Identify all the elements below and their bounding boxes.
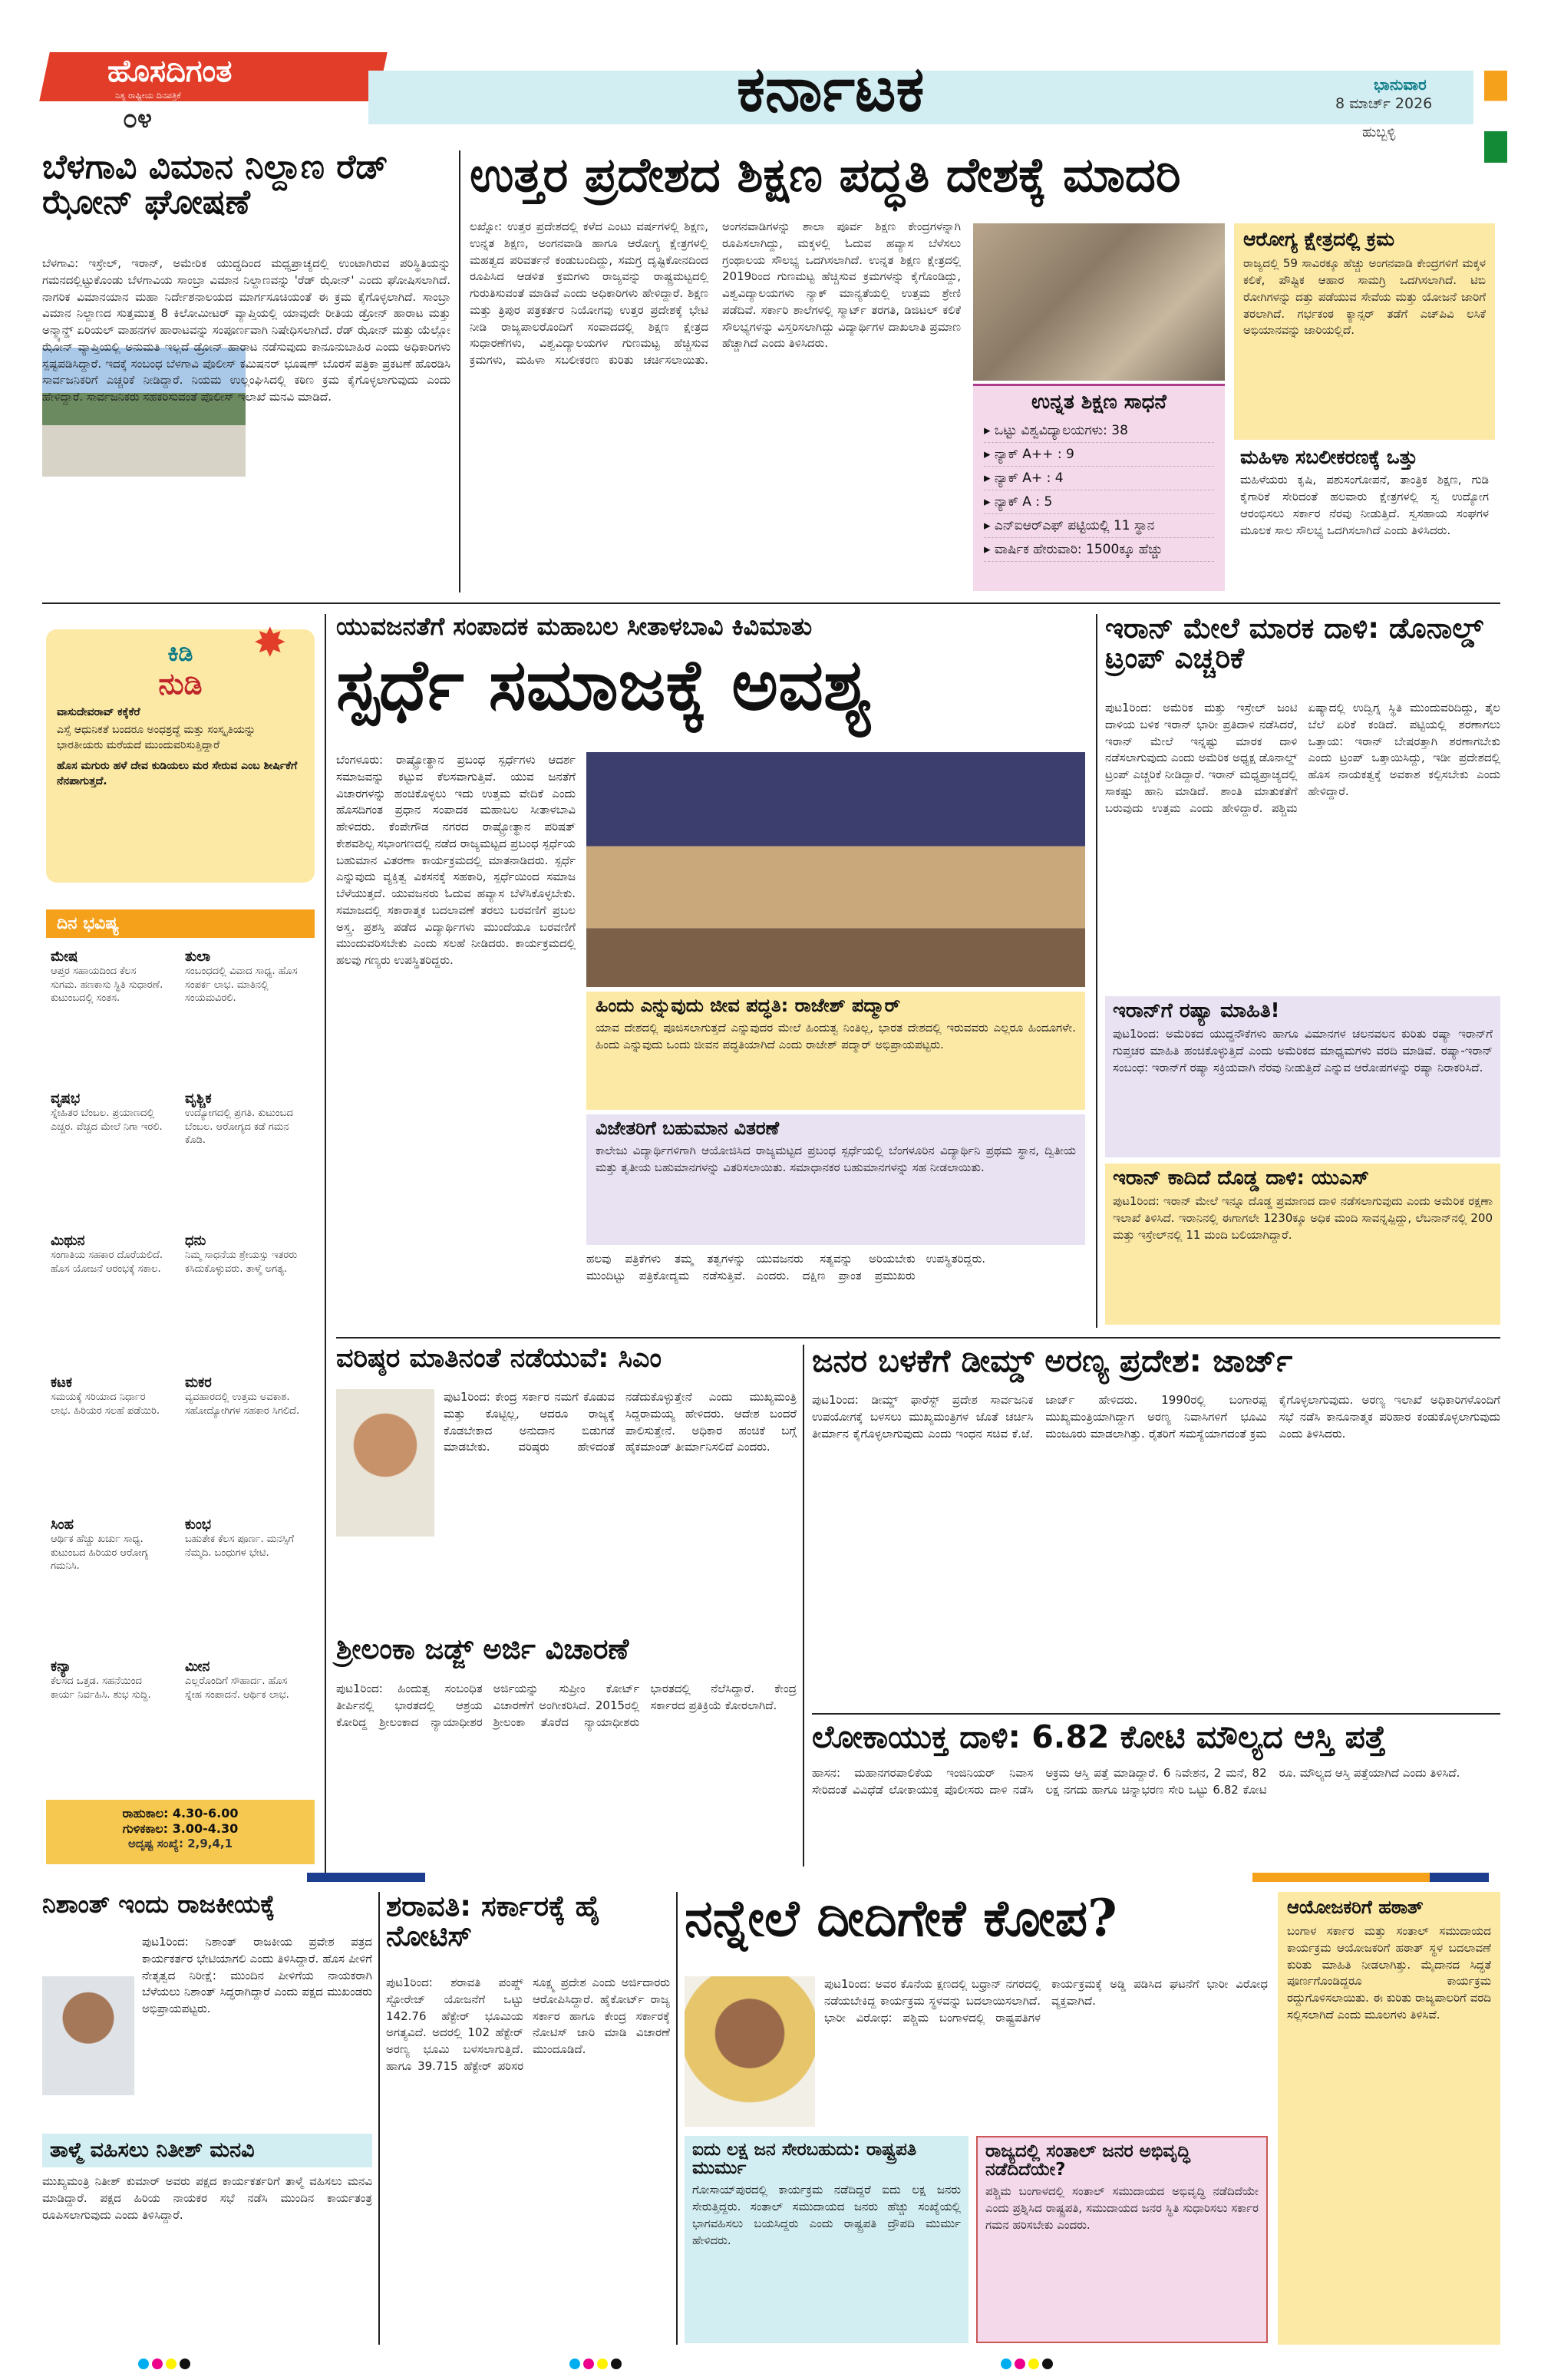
column-divider <box>803 1345 804 1867</box>
trump-headline: ಇರಾನ್ ಮೇಲೆ ಮಾರಕ ದಾಳಿ: ಡೊನಾಲ್ಡ್ ಟ್ರಂಪ್ ಎಚ್ಚರಿಕೆ <box>1105 612 1483 675</box>
issue-day: ಭಾನುವಾರ <box>1374 75 1427 94</box>
rashi-text: ಆರ್ಥಿಕ ಹೆಚ್ಚು ಖರ್ಚು ಸಾಧ್ಯ. ಕುಟುಂಬದ ಹಿರಿಯರ ಆರೋಗ್ಯ ಗಮನಿಸಿ. <box>51 1533 149 1573</box>
hindu-body: ಯಾವ ದೇಶದಲ್ಲಿ ಪೂಜಿಸಲಾಗುತ್ತದೆ ಎನ್ನುವುದರ ಮೇಲೆ ಹಿಂದುತ್ವ ನಿಂತಿಲ್ಲ, ಭಾರತ ದೇಶದಲ್ಲಿ ಇರುವವರು ಎಲ್ಲರೂ ಹಿಂದೂಗಳೇ. ಹಿಂದು ಎನ್ನುವುದು ಒಂದು ಜೀವನ ಪದ್ಧತಿಯಾಗಿದೆ ಎಂದು ರಾಜೇಶ್ ಪದ್ಮಾರ್ ಅಭಿಪ್ರಾಯಪಟ್ಟರು. <box>596 1021 1076 1051</box>
higher-ed-item: ▸ ನ್ಯಾಕ್ A++ : 9 <box>984 443 1214 467</box>
srilanka-body: ಪುಟ1ರಿಂದ: ಹಿಂದುತ್ವ ಸಂಬಂಧಿತ ತೀರ್ಪಿನಲ್ಲಿ ಭಾರತದಲ್ಲಿ ಆಶ್ರಯ ಕೋರಿದ್ದ ಶ್ರೀಲಂಕಾದ ನ್ಯಾಯಾಧೀಶರ ಅರ್ಜಿಯನ್ನು ಸುಪ್ರೀಂ ಕೋರ್ಟ್ ವಿಚಾರಣೆಗೆ ಅಂಗೀಕರಿಸಿದೆ. 2015ರಲ್ಲಿ ಶ್ರೀಲಂಕಾ ತೊರೆದ ನ್ಯಾಯಾಧೀಶರು ಭಾರತದಲ್ಲಿ ನೆಲೆಸಿದ್ದಾರೆ. ಕೇಂದ್ರ ಸರ್ಕಾರದ ಪ್ರತಿಕ್ರಿಯೆ ಕೋರಲಾಗಿದೆ. <box>336 1682 797 1729</box>
rashi-entry <box>51 1517 166 1573</box>
rashi-name: ಕಟಕ <box>51 1375 72 1391</box>
murmu-sub2-body: ಪಶ್ಚಿಮ ಬಂಗಾಳದಲ್ಲಿ ಸಂತಾಲ್ ಸಮುದಾಯದ ಅಭಿವೃದ್ಧಿ ನಡೆದಿದೆಯೇ ಎಂದು ಪ್ರಶ್ನಿಸಿದ ರಾಷ್ಟ್ರಪತಿ, ಸಮುದಾಯದ ಜನರ ಸ್ಥಿತಿ ಸುಧಾರಿಸಲು ಸರ್ಕಾರ ಗಮನ ಹರಿಸಬೇಕು ಎಂದರು. <box>985 2184 1259 2232</box>
logo-text: ಹೊಸದಿಗಂತ <box>107 54 233 89</box>
women-headline: ಮಹಿಳಾ ಸಬಲೀಕರಣಕ್ಕೆ ಒತ್ತು <box>1240 446 1418 468</box>
section-title: ಕರ್ನಾಟಕ <box>737 52 925 126</box>
horizontal-rule <box>812 1713 1500 1715</box>
higher-ed-item: ▸ ಎನ್‌ಐಆರ್‌ಎಫ್ ಪಟ್ಟಿಯಲ್ಲಿ 11 ಸ್ಥಾನ <box>984 514 1214 538</box>
nishant-headline: ನಿಶಾಂತ್ ಇಂದು ರಾಜಕೀಯಕ್ಕೆ <box>42 1890 276 1919</box>
award-photo <box>586 752 1085 987</box>
murmu-sub2-box <box>976 2136 1268 2343</box>
mahabala-body: ಬೆಂಗಳೂರು: ರಾಷ್ಟ್ರೋತ್ಥಾನ ಪ್ರಬಂಧ ಸ್ಪರ್ಧೆಗಳು ಆದರ್ಶ ಸಮಾಜವನ್ನು ಕಟ್ಟುವ ಕೆಲಸವಾಗುತ್ತಿವೆ. ಯುವ ಜನತೆಗೆ ವಿಚಾರಗಳನ್ನು ಹಂಚಿಕೊಳ್ಳಲು ಇದು ಉತ್ತಮ ವೇದಿಕೆ ಎಂದು ಹೊಸದಿಗಂತ ಪ್ರಧಾನ ಸಂಪಾದಕ ಮಹಾಬಲ ಸೀತಾಳಬಾವಿ ಹೇಳಿದರು. ಕೆಂಪೇಗೌಡ ನಗರದ ರಾಷ್ಟ್ರೋತ್ಥಾನ ಪರಿಷತ್ ಕೇಶವಶಿಲ್ಪ ಸಭಾಂಗಣದಲ್ಲಿ ನಡೆದ ರಾಜ್ಯಮಟ್ಟದ ಪ್ರಬಂಧ ಸ್ಪರ್ಧೆಯ ಬಹುಮಾನ ವಿತರಣಾ ಕಾರ್ಯಕ್ರಮದಲ್ಲಿ ಮಾತನಾಡಿದರು. ಸ್ಪರ್ಧೆ ಎನ್ನುವುದು ವ್ಯಕ್ತಿತ್ವ ವಿಕಸನಕ್ಕೆ ಸಹಕಾರಿ, ಸ್ಪರ್ಧೆಯಿಂದ ಸಮಾಜ ಬೆಳೆಯುತ್ತದೆ. ಯುವಜನರು ಓದುವ ಹವ್ಯಾಸ ಬೆಳೆಸಿಕೊಳ್ಳಬೇಕು. ಸಮಾಜದಲ್ಲಿ ಸಕಾರಾತ್ಮಕ ಬದಲಾವಣೆ ತರಲು ಬರವಣಿಗೆ ಪ್ರಬಲ ಅಸ್ತ್ರ. ಪ್ರಶಸ್ತಿ ಪಡೆದ ವಿದ್ಯಾರ್ಥಿಗಳು ಮುಂದೆಯೂ ಬರವಣಿಗೆ ಮುಂದುವರಿಸಬೇಕು ಎಂದು ಸಲಹೆ ನೀಡಿದರು. ಕಾರ್ಯಕ್ರಮದಲ್ಲಿ ಹಲವು ಗಣ್ಯರು ಉಪಸ್ಥಿತರಿದ್ದರು. <box>336 753 576 967</box>
rashi-entry <box>185 1517 300 1560</box>
masthead <box>0 0 1541 146</box>
nishant-body: ಪುಟ1ರಿಂದ: ನಿಶಾಂತ್ ರಾಜಕೀಯ ಪ್ರವೇಶ ಪತ್ರದ ಕಾರ್ಯಕರ್ತರ ಭೇಟಿಯಾಗಲಿ ಎಂದು ತಿಳಿಸಿದ್ದಾರೆ. ಹೊಸ ಪೀಳಿಗೆ ನೇತೃತ್ವದ ನಿರೀಕ್ಷೆ: ಮುಂದಿನ ಪೀಳಿಗೆಯ ನಾಯಕರಾಗಿ ಬೆಳೆಯಲು ನಿಶಾಂತ್ ಸಿದ್ಧರಾಗಿದ್ದಾರೆ ಎಂದು ಪಕ್ಷದ ಮುಖಂಡರು ಅಭಿಪ್ರಾಯಪಟ್ಟರು. <box>142 1935 372 2015</box>
murmu-story <box>685 1888 1268 2345</box>
nudi-title: ನುಡಿ <box>158 667 203 701</box>
airport-story <box>42 147 450 593</box>
lokayukta-headline: ಲೋಕಾಯುಕ್ತ ದಾಳಿ: 6.82 ಕೋಟಿ ಮೌಲ್ಯದ ಆಸ್ತಿ ಪತ್ತೆ <box>812 1718 1386 1755</box>
issue-city: ಹುಬ್ಬಳ್ಳಿ <box>1362 124 1396 140</box>
murmu-sub1-box <box>685 2136 968 2343</box>
rashi-name: ಕುಂಭ <box>185 1517 212 1533</box>
spark-icon: ✸ <box>253 620 287 666</box>
lucky-number: ಅದೃಷ್ಟ ಸಂಖ್ಯೆ: 2,9,4,1 <box>127 1837 233 1850</box>
rashi-name: ಸಿಂಹ <box>51 1517 74 1533</box>
murmu-sub2-headline: ರಾಜ್ಯದಲ್ಲಿ ಸಂತಾಲ್ ಜನರ ಅಭಿವೃದ್ಧಿ ನಡೆದಿದೆಯೇ? <box>985 2141 1190 2180</box>
higher-ed-item: ▸ ವಾರ್ಷಿಕ ಹೇರುವಾರಿ: 1500ಕ್ಕೂ ಹೆಚ್ಚು <box>984 538 1214 562</box>
winners-body: ಕಾಲೇಜು ವಿದ್ಯಾರ್ಥಿಗಳಿಗಾಗಿ ಆಯೋಜಿಸಿದ ರಾಜ್ಯಮಟ್ಟದ ಪ್ರಬಂಧ ಸ್ಪರ್ಧೆಯಲ್ಲಿ ಬೆಂಗಳೂರಿನ ವಿದ್ಯಾರ್ಥಿನಿ ಪ್ರಥಮ ಸ್ಥಾನ, ದ್ವಿತೀಯ ಮತ್ತು ತೃತೀಯ ಬಹುಮಾನಗಳನ್ನು ವಿತರಿಸಲಾಯಿತು. ಸಮಾಧಾನಕರ ಬಹುಮಾನಗಳನ್ನು ಸಹ ನೀಡಲಾಯಿತು. <box>596 1144 1076 1174</box>
airport-headline: ಬೆಳಗಾವಿ ವಿಮಾನ ನಿಲ್ದಾಣ ರೆಡ್ ಝೋನ್ ಘೋಷಣೆ <box>42 147 388 223</box>
rashi-text: ಆಪ್ತರ ಸಹಾಯದಿಂದ ಕೆಲಸ ಸುಗಮ. ಹಣಕಾಸು ಸ್ಥಿತಿ ಸುಧಾರಣೆ. ಕುಟುಂಬದಲ್ಲಿ ಸಂತಸ. <box>51 966 163 1005</box>
srilanka-headline: ಶ್ರೀಲಂಕಾ ಜಡ್ಜ್ ಅರ್ಜಿ ವಿಚಾರಣೆ <box>336 1632 629 1665</box>
sharavathi-story <box>386 1892 670 2345</box>
kidi-author: ವಾಸುದೇವರಾವ್ ಕಕ್ಕೆಕೆರೆ <box>57 706 140 718</box>
cm-body: ಪುಟ1ರಿಂದ: ಕೇಂದ್ರ ಸರ್ಕಾರ ನಮಗೆ ಕೊಡುವ ಮತ್ತು ಕೊಟ್ಟಿಲ್ಲ, ಆದರೂ ರಾಜ್ಯಕ್ಕೆ ಕೊಡಬೇಕಾದ ಅನುದಾನ ಬಿಡುಗಡೆ ಮಾಡಬೇಕು. ವರಿಷ್ಠರು ಹೇಳಿದಂತೆ ನಡೆದುಕೊಳ್ಳುತ್ತೇನೆ ಎಂದು ಮುಖ್ಯಮಂತ್ರಿ ಸಿದ್ದರಾಮಯ್ಯ ಹೇಳಿದರು. ಆದೇಶ ಬಂದರೆ ಪಾಲಿಸುತ್ತೇನೆ. ಅಧಿಕಾರ ಹಂಚಿಕೆ ಬಗ್ಗೆ ಹೈಕಮಾಂಡ್ ತೀರ್ಮಾನಿಸಲಿದೆ ಎಂದರು. <box>444 1390 797 1454</box>
horoscope-title: ದಿನ ಭವಿಷ್ಯ <box>46 909 315 938</box>
murmu-sub1-headline: ಐದು ಲಕ್ಷ ಜನ ಸೇರಬಹುದು: ರಾಷ್ಟ್ರಪತಿ ಮುರ್ಮು <box>692 2140 917 2179</box>
russia-body: ಪುಟ1ರಿಂದ: ಅಮೆರಿಕದ ಯುದ್ಧನೌಕೆಗಳು ಹಾಗೂ ವಿಮಾನಗಳ ಚಲನವಲನ ಕುರಿತು ರಷ್ಯಾ ಇರಾನ್‌ಗೆ ಗುಪ್ತಚರ ಮಾಹಿತಿ ಹಂಚಿಕೊಳ್ಳುತ್ತಿದೆ ಎಂದು ಅಮೆರಿಕದ ಮಾಧ್ಯಮಗಳು ವರದಿ ಮಾಡಿವೆ. ರಷ್ಯಾ-ಇರಾನ್ ಸಂಬಂಧ: ಇರಾನ್‌ಗೆ ರಷ್ಯಾ ಸಕ್ರಿಯವಾಗಿ ನೆರವು ನೀಡುತ್ತಿದೆ ಎನ್ನುವ ಆರೋಪಗಳನ್ನು ರಷ್ಯಾ ನಿರಾಕರಿಸಿದೆ. <box>1113 1027 1493 1074</box>
horoscope-signs <box>46 938 315 1797</box>
rashi-name: ವೃಷಭ <box>51 1091 81 1107</box>
rashi-text: ಸಂಗಾತಿಯ ಸಹಕಾರ ದೊರೆಯಲಿದೆ. ಹೊಸ ಯೋಜನೆ ಆರಂಭಕ್ಕೆ ಸಕಾಲ. <box>51 1249 163 1275</box>
uae-headline: ಇರಾನ್ ಕಾದಿದೆ ದೊಡ್ಡ ದಾಳಿ: ಯುಎಸ್ <box>1113 1167 1369 1190</box>
rashi-text: ಎಲ್ಲರೊಂದಿಗೆ ಸೌಹಾರ್ದ. ಹೊಸ ಸ್ನೇಹ ಸಂಪಾದನೆ. ಆರ್ಥಿಕ ಲಾಭ. <box>185 1675 289 1701</box>
rashi-text: ಬಹುತೇಕ ಕೆಲಸ ಪೂರ್ಣ. ಮನಸ್ಸಿಗೆ ನೆಮ್ಮದಿ. ಬಂಧುಗಳ ಭೇಟಿ. <box>185 1533 295 1559</box>
hindu-headline: ಹಿಂದು ಎನ್ನುವುದು ಜೀವ ಪದ್ಧತಿ: ರಾಜೇಶ್ ಪದ್ಮಾರ್ <box>596 995 901 1016</box>
rashi-name: ವೃಶ್ಚಿಕ <box>185 1091 212 1107</box>
rashi-text: ಸಮಯಕ್ಕೆ ಸರಿಯಾದ ನಿರ್ಧಾರ ಲಾಭ. ಹಿರಿಯರ ಸಲಹೆ ಪಡೆಯಿರಿ. <box>51 1391 160 1417</box>
nishant-photo <box>42 1976 134 2095</box>
murmu-body: ಪುಟ1ರಿಂದ: ಅವರ ಕೊನೆಯ ಕ್ಷಣದಲ್ಲಿ ಬಧ್ರಾನ್ ನಗರದಲ್ಲಿ ನಡೆಯಬೇಕಿದ್ದ ಕಾರ್ಯಕ್ರಮ ಸ್ಥಳವನ್ನು ಬದಲಾಯಿಸಲಾಗಿದೆ. ಭಾರೀ ವಿರೋಧ: ಪಶ್ಚಿಮ ಬಂಗಾಳದಲ್ಲಿ ರಾಷ್ಟ್ರಪತಿಗಳ ಕಾರ್ಯಕ್ರಮಕ್ಕೆ ಅಡ್ಡಿ ಪಡಿಸಿದ ಘಟನೆಗೆ ಭಾರೀ ವಿರೋಧ ವ್ಯಕ್ತವಾಗಿದೆ. <box>824 1977 1268 2025</box>
kidi-nudi-box <box>46 629 315 883</box>
rashi-name: ತುಲಾ <box>185 949 211 965</box>
up-body: ಲಖ್ನೋ: ಉತ್ತರ ಪ್ರದೇಶದಲ್ಲಿ ಕಳೆದ ಎಂಟು ವರ್ಷಗಳಲ್ಲಿ ಶಿಕ್ಷಣ, ಉನ್ನತ ಶಿಕ್ಷಣ, ಅಂಗನವಾಡಿ ಹಾಗೂ ಆರೋಗ್ಯ ಕ್ಷೇತ್ರಗಳಲ್ಲಿ ಮಹತ್ವದ ಪರಿವರ್ತನೆ ಕಂಡುಬಂದಿದ್ದು, ಸಮಗ್ರ ದೃಷ್ಟಿಕೋನದಿಂದ ರೂಪಿಸಿದ ಆಡಳಿತ ಕ್ರಮಗಳು ರಾಜ್ಯವನ್ನು ರಾಷ್ಟ್ರಮಟ್ಟದಲ್ಲಿ ಗುರುತಿಸುವಂತೆ ಮಾಡಿವೆ ಎಂದು ಅಧಿಕಾರಿಗಳು ಹೇಳಿದ್ದಾರೆ. ಶಿಕ್ಷಣ ಮತ್ತು ತ್ರಿಪುರ ಪತ್ರಕರ್ತರ ನಿಯೋಗವು ಉತ್ತರ ಪ್ರದೇಶಕ್ಕೆ ಭೇಟಿ ನೀಡಿ ರಾಜ್ಯಪಾಲರೊಂದಿಗೆ ಸಂವಾದದಲ್ಲಿ ಶಿಕ್ಷಣ ಕ್ಷೇತ್ರದ ಸುಧಾರಣೆಗಳು, ವಿಶ್ವವಿದ್ಯಾಲಯಗಳ ಗುಣಮಟ್ಟ ಹೆಚ್ಚಿಸುವ ಕ್ರಮಗಳು, ಮಹಿಳಾ ಸಬಲೀಕರಣ ಕುರಿತು ಚರ್ಚಿಸಲಾಯಿತು. ಅಂಗನವಾಡಿಗಳನ್ನು ಶಾಲಾ ಪೂರ್ವ ಶಿಕ್ಷಣ ಕೇಂದ್ರಗಳನ್ನಾಗಿ ರೂಪಿಸಲಾಗಿದ್ದು, ಮಕ್ಕಳಲ್ಲಿ ಓದುವ ಹವ್ಯಾಸ ಬೆಳೆಸಲು ಗ್ರಂಥಾಲಯ ಸೌಲಭ್ಯ ಒದಗಿಸಲಾಗಿದೆ. ಉನ್ನತ ಶಿಕ್ಷಣ ಕ್ಷೇತ್ರದಲ್ಲಿ 2019ರಿಂದ ಗುಣಮಟ್ಟ ಹೆಚ್ಚಿಸುವ ಕ್ರಮಗಳನ್ನು ಕೈಗೊಂಡಿದ್ದು, ವಿಶ್ವವಿದ್ಯಾಲಯಗಳು ನ್ಯಾಕ್ ಮಾನ್ಯತೆಯಲ್ಲಿ ಉತ್ತಮ ಶ್ರೇಣಿ ಪಡೆದಿವೆ. ಸರ್ಕಾರಿ ಶಾಲೆಗಳಲ್ಲಿ ಸ್ಮಾರ್ಟ್ ತರಗತಿ, ಡಿಜಿಟಲ್ ಕಲಿಕೆ ಸೌಲಭ್ಯಗಳನ್ನು ವಿಸ್ತರಿಸಲಾಗಿದ್ದು ವಿದ್ಯಾರ್ಥಿಗಳ ದಾಖಲಾತಿ ಪ್ರಮಾಣ ಹೆಚ್ಚಾಗಿದೆ ಎಂದು ತಿಳಿಸಿದರು. <box>470 220 961 367</box>
murmu-photo <box>685 1976 815 2127</box>
rashi-entry <box>185 949 300 1005</box>
kidi-title: ಕಿಡಿ <box>167 640 193 667</box>
column-divider <box>378 1892 380 2345</box>
airport-body: ಬೆಳಗಾವಿ: ಇಸ್ರೇಲ್, ಇರಾನ್, ಅಮೇರಿಕ ಯುದ್ಧದಿಂದ ಮಧ್ಯಪ್ರಾಚ್ಯದಲ್ಲಿ ಉಂಟಾಗಿರುವ ಪರಿಸ್ಥಿತಿಯನ್ನು ಗಮನದಲ್ಲಿಟ್ಟುಕೊಂಡು ಬೆಳಗಾವಿಯ ಸಾಂಬ್ರಾ ವಿಮಾನ ನಿಲ್ದಾಣವನ್ನು 'ರೆಡ್ ಝೋನ್' ಎಂದು ಘೋಷಿಸಲಾಗಿದೆ. ನಾಗರಿಕ ವಿಮಾನಯಾನ ಮಹಾ ನಿರ್ದೇಶನಾಲಯದ ಮಾರ್ಗಸೂಚಿಯಂತೆ ಈ ಕ್ರಮ ಕೈಗೊಳ್ಳಲಾಗಿದೆ. ಸಾಂಬ್ರಾ ವಿಮಾನ ನಿಲ್ದಾಣದ ಸುತ್ತಮುತ್ತ 8 ಕಿಲೋಮೀಟರ್ ವ್ಯಾಪ್ತಿಯಲ್ಲಿ ಯಾವುದೇ ರೀತಿಯ ಡ್ರೋನ್ ಹಾರಾಟ ಮತ್ತು ಅನ್ಮ್ಯಾನ್ಡ್ ಏರಿಯಲ್ ವಾಹನಗಳ ಹಾರಾಟವನ್ನು ಸಂಪೂರ್ಣವಾಗಿ ನಿಷೇಧಿಸಲಾಗಿದೆ. ರೆಡ್ ಝೋನ್ ಮತ್ತು ಯೆಲ್ಲೋ ಝೋನ್ ವ್ಯಾಪ್ತಿಯಲ್ಲಿ ಅನುಮತಿ ಇಲ್ಲದೆ ಡ್ರೋನ್ ಹಾರಾಟ ನಡೆಸುವುದು ಕಾನೂನುಬಾಹಿರ ಎಂದು ಅಧಿಕಾರಿಗಳು ಸ್ಪಷ್ಟಪಡಿಸಿದ್ದಾರೆ. ಇದಕ್ಕೆ ಸಂಬಂಧ ಬೆಳಗಾವಿ ಪೊಲೀಸ್ ಕಮಿಷನರ್ ಭೂಷಣ್ ಬೊರಸೆ ಪತ್ರಿಕಾ ಪ್ರಕಟಣೆ ಹೊರಡಿಸಿ ಸಾರ್ವಜನಿಕರಿಗೆ ಎಚ್ಚರಿಕೆ ನೀಡಿದ್ದಾರೆ. ನಿಯಮ ಉಲ್ಲಂಘಿಸಿದಲ್ಲಿ ಕಠಿಣ ಕ್ರಮ ಕೈಗೊಳ್ಳಲಾಗುವುದು ಎಂದು ಹೇಳಿದ್ದಾರೆ. ಸಾರ್ವಜನಿಕರು ಸಹಕರಿಸುವಂತೆ ಪೊಲೀಸ್ ಇಲಾಖೆ ಮನವಿ ಮಾಡಿದೆ. <box>42 256 450 404</box>
uae-body: ಪುಟ1ರಿಂದ: ಇರಾನ್ ಮೇಲೆ ಇನ್ನೂ ದೊಡ್ಡ ಪ್ರಮಾಣದ ದಾಳಿ ನಡೆಸಲಾಗುವುದು ಎಂದು ಅಮೆರಿಕ ರಕ್ಷಣಾ ಇಲಾಖೆ ತಿಳಿಸಿದೆ. ಇರಾನಿನಲ್ಲಿ ಈಗಾಗಲೇ 1230ಕ್ಕೂ ಅಧಿಕ ಮಂದಿ ಸಾವನ್ನಪ್ಪಿದ್ದು, ಲೆಬನಾನ್‌ನಲ್ಲಿ 200 ಮತ್ತು ಇಸ್ರೇಲ್‌ನಲ್ಲಿ 11 ಮಂದಿ ಬಲಿಯಾಗಿದ್ದಾರೆ. <box>1113 1194 1493 1242</box>
rashi-name: ಕನ್ಯಾ <box>51 1659 71 1675</box>
mahabala-headline: ಸ್ಪರ್ಧೆ ಸಮಾಜಕ್ಕೆ ಅವಶ್ಯ <box>336 642 873 726</box>
commission-box <box>1278 1892 1500 2345</box>
trump-story <box>1105 614 1500 1332</box>
rashi-entry <box>51 1091 166 1134</box>
winners-headline: ವಿಜೇತರಿಗೆ ಬಹುಮಾನ ವಿತರಣೆ <box>596 1117 780 1139</box>
health-body: ರಾಜ್ಯದಲ್ಲಿ 59 ಸಾವಿರಕ್ಕೂ ಹೆಚ್ಚು ಅಂಗನವಾಡಿ ಕೇಂದ್ರಗಳಿಗೆ ಮಕ್ಕಳ ಕಲಿಕೆ, ಪೌಷ್ಟಿಕ ಆಹಾರ ಸಾಮಗ್ರಿ ಒದಗಿಸಲಾಗಿದೆ. ಟಿಬಿ ರೋಗಿಗಳನ್ನು ದತ್ತು ಪಡೆಯುವ ಸೇವೆಯ ಮತ್ತು ಯೋಜನೆ ಜಾರಿಗೆ ತರಲಾಗಿದೆ. ಗರ್ಭಕಂಠ ಕ್ಯಾನ್ಸರ್ ತಡೆಗೆ ಎಚ್‌ಪಿವಿ ಲಸಿಕೆ ಅಭಿಯಾನವನ್ನು ಜಾರಿಯಲ್ಲಿದೆ. <box>1243 256 1486 338</box>
forest-body: ಪುಟ1ರಿಂದ: ಡೀಮ್ಡ್ ಫಾರೆಸ್ಟ್ ಪ್ರದೇಶ ಸಾರ್ವಜನಿಕ ಉಪಯೋಗಕ್ಕೆ ಬಳಸಲು ಮುಖ್ಯಮಂತ್ರಿಗಳ ಜೊತೆ ಚರ್ಚಿಸಿ ತೀರ್ಮಾನ ಕೈಗೊಳ್ಳಲಾಗುವುದು ಎಂದು ಇಂಧನ ಸಚಿವ ಕೆ.ಜೆ. ಜಾರ್ಜ್ ಹೇಳಿದರು. 1990ರಲ್ಲಿ ಬಂಗಾರಪ್ಪ ಮುಖ್ಯಮಂತ್ರಿಯಾಗಿದ್ದಾಗ ಅರಣ್ಯ ನಿವಾಸಿಗಳಿಗೆ ಭೂಮಿ ಮಂಜೂರು ಮಾಡಲಾಗಿತ್ತು. ರೈತರಿಗೆ ಸಮಸ್ಯೆಯಾಗದಂತೆ ಕ್ರಮ ಕೈಗೊಳ್ಳಲಾಗುವುದು. ಅರಣ್ಯ ಇಲಾಖೆ ಅಧಿಕಾರಿಗಳೊಂದಿಗೆ ಸಭೆ ನಡೆಸಿ ಕಾನೂನಾತ್ಮಕ ಪರಿಹಾರ ಕಂಡುಕೊಳ್ಳಲಾಗುವುದು ಎಂದು ತಿಳಿಸಿದರು. <box>812 1393 1500 1441</box>
rashi-entry <box>185 1091 300 1147</box>
rashi-entry <box>51 1375 166 1418</box>
horoscope-box <box>46 909 315 1815</box>
page-number: ೦೪ <box>123 104 153 134</box>
trump-body: ಪುಟ1ರಿಂದ: ಅಮೆರಿಕ ಮತ್ತು ಇಸ್ರೇಲ್ ಜಂಟಿ ದಾಳಿಯ ಬಳಿಕ ಇರಾನ್ ಭಾರೀ ಪ್ರತಿದಾಳಿ ನಡೆಸಿದರೆ, ಇರಾನ್ ಮೇಲೆ ಇನ್ನಷ್ಟು ಮಾರಕ ದಾಳಿ ನಡೆಸಲಾಗುವುದು ಎಂದು ಅಮೆರಿಕ ಅಧ್ಯಕ್ಷ ಡೊನಾಲ್ಡ್ ಟ್ರಂಪ್ ಎಚ್ಚರಿಕೆ ನೀಡಿದ್ದಾರೆ. ಇರಾನ್ ಮಧ್ಯಪ್ರಾಚ್ಯದಲ್ಲಿ ಸಾಕಷ್ಟು ಹಾನಿ ಮಾಡಿದೆ. ಶಾಂತಿ ಮಾತುಕತೆಗೆ ಬರುವುದು ಉತ್ತಮ ಎಂದು ಹೇಳಿದ್ದಾರೆ. ಪಶ್ಚಿಮ ಏಷ್ಯಾದಲ್ಲಿ ಉದ್ವಿಗ್ನ ಸ್ಥಿತಿ ಮುಂದುವರಿದಿದ್ದು, ತೈಲ ಬೆಲೆ ಏರಿಕೆ ಕಂಡಿದೆ. ಪಟ್ಟಿಯಲ್ಲಿ ಶರಣಾಗಲು ಒತ್ತಾಯ: ಇರಾನ್ ಬೇಷರತ್ತಾಗಿ ಶರಣಾಗಬೇಕು ಎಂದು ಟ್ರಂಪ್ ಒತ್ತಾಯಿಸಿದ್ದು, ಇಡೀ ಪ್ರದೇಶದಲ್ಲಿ ಹೊಸ ನಾಯಕತ್ವಕ್ಕೆ ಅವಕಾಶ ಕಲ್ಪಿಸಬೇಕು ಎಂದು ಹೇಳಿದ್ದಾರೆ. <box>1105 701 1500 815</box>
rahu-kala: ರಾಹುಕಾಲ: 4.30-6.00 <box>122 1806 239 1820</box>
rashi-text: ಸ್ನೇಹಿತರ ಬೆಂಬಲ. ಪ್ರಯಾಣದಲ್ಲಿ ಎಚ್ಚರ. ವೆಚ್ಚದ ಮೇಲೆ ನಿಗಾ ಇರಲಿ. <box>51 1107 163 1133</box>
rashi-entry <box>51 949 166 1005</box>
rashi-text: ಸಂಬಂಧದಲ್ಲಿ ವಿವಾದ ಸಾಧ್ಯ. ಹೊಸ ಸಂಪರ್ಕ ಲಾಭ. ಮಾತಿನಲ್ಲಿ ಸಂಯಮವಿರಲಿ. <box>185 966 298 1005</box>
sharavathi-body: ಪುಟ1ರಿಂದ: ಶರಾವತಿ ಪಂಪ್ಡ್ ಸ್ಟೋರೇಜ್ ಯೋಜನೆಗೆ ಒಟ್ಟು 142.76 ಹೆಕ್ಟೇರ್ ಭೂಮಿಯ ಅಗತ್ಯವಿದೆ. ಅದರಲ್ಲಿ 102 ಹೆಕ್ಟೇರ್ ಅರಣ್ಯ ಭೂಮಿ ಬಳಸಲಾಗುತ್ತಿದೆ. ಹಾಗೂ 39.715 ಹೆಕ್ಟೇರ್ ಪರಿಸರ ಸೂಕ್ಷ್ಮ ಪ್ರದೇಶ ಎಂದು ಅರ್ಜಿದಾರರು ಆರೋಪಿಸಿದ್ದಾರೆ. ಹೈಕೋರ್ಟ್ ರಾಜ್ಯ ಸರ್ಕಾರ ಹಾಗೂ ಕೇಂದ್ರ ಸರ್ಕಾರಕ್ಕೆ ನೋಟಿಸ್ ಜಾರಿ ಮಾಡಿ ವಿಚಾರಣೆ ಮುಂದೂಡಿದೆ. <box>386 1976 670 2073</box>
nishant-story <box>42 1892 372 2130</box>
mahabala-body-cont: ಹಲವು ಪತ್ರಿಕೆಗಳು ತಮ್ಮ ತತ್ವಗಳನ್ನು ಮುಂದಿಟ್ಟು ಪತ್ರಿಕೋದ್ಯಮ ನಡೆಸುತ್ತಿವೆ. ಯುವಜನರು ಸತ್ಯವನ್ನು ಅರಿಯಬೇಕು ಎಂದರು. ದಕ್ಷಿಣ ಪ್ರಾಂತ ಪ್ರಮುಖರು ಉಪಸ್ಥಿತರಿದ್ದರು. <box>586 1252 986 1282</box>
rashi-name: ಮೀನ <box>185 1659 210 1675</box>
cm-photo <box>336 1389 434 1537</box>
timing-box <box>46 1800 315 1864</box>
sharavathi-headline: ಶರಾವತಿ: ಸರ್ಕಾರಕ್ಕೆ ಹೈ ನೋಟಿಸ್ <box>386 1890 601 1953</box>
winners-box <box>586 1114 1085 1245</box>
nitish-story <box>42 2134 372 2341</box>
rashi-entry <box>185 1375 300 1418</box>
registration-marks <box>138 2358 1520 2373</box>
column-divider <box>676 1892 678 2345</box>
rashi-entry <box>51 1233 166 1276</box>
nitish-headline: ತಾಳ್ಮೆ ವಹಿಸಲು ನಿತೀಶ್ ಮನವಿ <box>42 2134 372 2167</box>
commission-body: ಬಂಗಾಳ ಸರ್ಕಾರ ಮತ್ತು ಸಂತಾಲ್ ಸಮುದಾಯದ ಕಾರ್ಯಕ್ರಮ ಆಯೋಜಕರಿಗೆ ಹಠಾತ್ ಸ್ಥಳ ಬದಲಾವಣೆ ಕುರಿತು ಮಾಹಿತಿ ನೀಡಲಾಗಿತ್ತು. ಮೈದಾನದ ಸಿದ್ಧತೆ ಪೂರ್ಣಗೊಂಡಿದ್ದರೂ ಕಾರ್ಯಕ್ರಮ ರದ್ದುಗೊಳಿಸಲಾಯಿತು. ಈ ಕುರಿತು ರಾಜ್ಯಪಾಲರಿಗೆ ವರದಿ ಸಲ್ಲಿಸಲಾಗಿದೆ ಎಂದು ಮೂಲಗಳು ತಿಳಿಸಿವೆ. <box>1287 1924 1491 2022</box>
rashi-name: ಮಕರ <box>185 1375 212 1391</box>
women-box <box>1234 444 1495 592</box>
lokayukta-body: ಹಾಸನ: ಮಹಾನಗರಪಾಲಿಕೆಯ ಇಂಜಿನಿಯರ್ ನಿವಾಸ ಸೇರಿದಂತೆ ವಿವಿಧೆಡೆ ಲೋಕಾಯುಕ್ತ ಪೊಲೀಸರು ದಾಳಿ ನಡೆಸಿ ಅಕ್ರಮ ಆಸ್ತಿ ಪತ್ತೆ ಮಾಡಿದ್ದಾರೆ. 6 ನಿವೇಶನ, 2 ಮನೆ, 82 ಲಕ್ಷ ನಗದು ಹಾಗೂ ಚಿನ್ನಾಭರಣ ಸೇರಿ ಒಟ್ಟು 6.82 ಕೋಟಿ ರೂ. ಮೌಲ್ಯದ ಆಸ್ತಿ ಪತ್ತೆಯಾಗಿದೆ ಎಂದು ತಿಳಿಸಿದೆ. <box>812 1766 1460 1797</box>
mahabala-kicker: ಯುವಜನತೆಗೆ ಸಂಪಾದಕ ಮಹಾಬಲ ಸೀತಾಳಬಾವಿ ಕಿವಿಮಾತು <box>336 612 813 641</box>
murmu-sub1-body: ಗೋಸಾಯ್‌ಪುರದಲ್ಲಿ ಕಾರ್ಯಕ್ರಮ ನಡೆದಿದ್ದರೆ ಐದು ಲಕ್ಷ ಜನರು ಸೇರುತ್ತಿದ್ದರು. ಸಂತಾಲ್ ಸಮುದಾಯದ ಜನರು ಹೆಚ್ಚು ಸಂಖ್ಯೆಯಲ್ಲಿ ಭಾಗವಹಿಸಲು ಬಯಸಿದ್ದರು ಎಂದು ರಾಷ್ಟ್ರಪತಿ ದ್ರೌಪದಿ ಮುರ್ಮು ಹೇಳಿದರು. <box>692 2183 961 2247</box>
horizontal-rule <box>336 1337 1500 1339</box>
gulika-kala: ಗುಳಿಕಕಾಲ: 3.00-4.30 <box>122 1821 239 1836</box>
column-divider <box>1096 614 1097 1328</box>
kidi-line-2: ಹೊಸ ಮಗುರು ಹಳೆ ದೇವ ಕುಡಿಯಲು ಮರ ಸೇರುವ ಎಂಬ ಶೀರ್ಷಿಕೆಗೆ ನೆನಪಾಗುತ್ತದೆ. <box>57 760 298 787</box>
cm-headline: ವರಿಷ್ಠರ ಮಾತಿನಂತೆ ನಡೆಯುವೆ: ಸಿಎಂ <box>336 1343 662 1374</box>
rashi-name: ಮಿಥುನ <box>51 1233 85 1249</box>
edge-stripe <box>1484 71 1507 163</box>
up-group-photo <box>973 223 1225 381</box>
up-story <box>470 147 1498 595</box>
mahabala-story <box>336 614 1087 1332</box>
cm-story <box>336 1345 797 1629</box>
higher-ed-list <box>973 419 1225 562</box>
higher-ed-item: ▸ ಒಟ್ಟು ವಿಶ್ವವಿದ್ಯಾಲಯಗಳು: 38 <box>984 419 1214 443</box>
higher-ed-item: ▸ ನ್ಯಾಕ್ A : 5 <box>984 490 1214 514</box>
horizontal-rule <box>42 602 1500 604</box>
hindu-box <box>586 992 1085 1110</box>
srilanka-story <box>336 1632 797 1865</box>
higher-ed-title: ಉನ್ನತ ಶಿಕ್ಷಣ ಸಾಧನೆ <box>1031 391 1166 414</box>
forest-story <box>812 1342 1500 1705</box>
column-divider <box>325 614 326 1873</box>
uae-box <box>1105 1164 1500 1325</box>
rashi-text: ವ್ಯವಹಾರದಲ್ಲಿ ಉತ್ತಮ ಅವಕಾಶ. ಸಹೋದ್ಯೋಗಿಗಳ ಸಹಕಾರ ಸಿಗಲಿದೆ. <box>185 1391 300 1417</box>
rashi-name: ಧನು <box>185 1233 206 1249</box>
forest-headline: ಜನರ ಬಳಕೆಗೆ ಡೀಮ್ಡ್ ಅರಣ್ಯ ಪ್ರದೇಶ: ಜಾರ್ಜ್ <box>812 1342 1293 1379</box>
rashi-text: ಕೆಲಸದ ಒತ್ತಡ. ಸಹನೆಯಿಂದ ಕಾರ್ಯ ನಿರ್ವಹಿಸಿ. ಶುಭ ಸುದ್ದಿ. <box>51 1675 151 1701</box>
rashi-entry <box>185 1659 300 1702</box>
nitish-body: ಮುಖ್ಯಮಂತ್ರಿ ನಿತೀಶ್ ಕುಮಾರ್ ಅವರು ಪಕ್ಷದ ಕಾರ್ಯಕರ್ತರಿಗೆ ತಾಳ್ಮೆ ವಹಿಸಲು ಮನವಿ ಮಾಡಿದ್ದಾರೆ. ಪಕ್ಷದ ಹಿರಿಯ ನಾಯಕರ ಸಭೆ ನಡೆಸಿ ಮುಂದಿನ ಕಾರ್ಯತಂತ್ರ ರೂಪಿಸಲಾಗುವುದು ಎಂದು ತಿಳಿಸಿದ್ದಾರೆ. <box>42 2174 372 2222</box>
rashi-name: ಮೇಷ <box>51 949 78 965</box>
rashi-text: ನಿಮ್ಮ ಸಾಧನೆಯ ಶ್ರೇಯಸ್ಸು ಇತರರು ಕಸಿದುಕೊಳ್ಳುವರು. ತಾಳ್ಮೆ ಅಗತ್ಯ. <box>185 1249 298 1275</box>
commission-headline: ಆಯೋಜಕರಿಗೆ ಹಠಾತ್ <box>1287 1896 1424 1918</box>
rashi-text: ಉದ್ಯೋಗದಲ್ಲಿ ಪ್ರಗತಿ. ಕುಟುಂಬದ ಬೆಂಬಲ. ಆರೋಗ್ಯದ ಕಡೆ ಗಮನ ಕೊಡಿ. <box>185 1107 293 1147</box>
women-body: ಮಹಿಳೆಯರು ಕೃಷಿ, ಪಶುಸಂಗೋಪನೆ, ತಾಂತ್ರಿಕ ಶಿಕ್ಷಣ, ಗುಡಿ ಕೈಗಾರಿಕೆ ಸೇರಿದಂತೆ ಹಲವಾರು ಕ್ಷೇತ್ರಗಳಲ್ಲಿ ಸ್ವ ಉದ್ಯೋಗ ಆರಂಭಿಸಲು ಸರ್ಕಾರ ನೆರವು ನೀಡುತ್ತಿದೆ. ಸ್ವಸಹಾಯ ಸಂಘಗಳ ಮೂಲಕ ಸಾಲ ಸೌಲಭ್ಯ ಒದಗಿಸಲಾಗಿದೆ ಎಂದು ತಿಳಿಸಿದರು. <box>1240 473 1489 537</box>
higher-ed-item: ▸ ನ್ಯಾಕ್ A+ : 4 <box>984 467 1214 490</box>
up-headline: ಉತ್ತರ ಪ್ರದೇಶದ ಶಿಕ್ಷಣ ಪದ್ಧತಿ ದೇಶಕ್ಕೆ ಮಾದರಿ <box>470 147 1181 203</box>
rashi-entry <box>185 1233 300 1276</box>
lokayukta-story <box>812 1718 1500 1865</box>
rashi-entry <box>51 1659 166 1702</box>
column-divider <box>459 150 460 593</box>
color-strip <box>307 1873 1489 1882</box>
kidi-line-1: ಎಸ್ಸೆ ಆಧುನಿಕತೆ ಬಂದರೂ ಅಂಧಶ್ರದ್ಧೆ ಮತ್ತು ಸಂಸ್ಕೃತಿಯನ್ನು ಭಾರತೀಯರು ಮರೆಯದೆ ಮುಂದುವರಿಸುತ್ತಿದ್ದಾರೆ <box>57 724 256 751</box>
higher-ed-box <box>973 384 1225 591</box>
russia-headline: ಇರಾನ್‌ಗೆ ರಷ್ಯಾ ಮಾಹಿತಿ! <box>1113 999 1280 1022</box>
health-headline: ಆರೋಗ್ಯ ಕ್ಷೇತ್ರದಲ್ಲಿ ಕ್ರಮ <box>1243 228 1395 250</box>
russia-box <box>1105 996 1500 1157</box>
logo-tagline: ನಿತ್ಯ ರಾಷ್ಟ್ರೀಯ ದಿನಪತ್ರಿಕೆ <box>115 91 181 101</box>
health-box <box>1234 223 1495 440</box>
issue-date: 8 ಮಾರ್ಚ್ 2026 <box>1335 95 1433 112</box>
murmu-headline: ನನ್ನೇಲೆ ದೀದಿಗೇಕೆ ಕೋಪ? <box>685 1888 1117 1948</box>
